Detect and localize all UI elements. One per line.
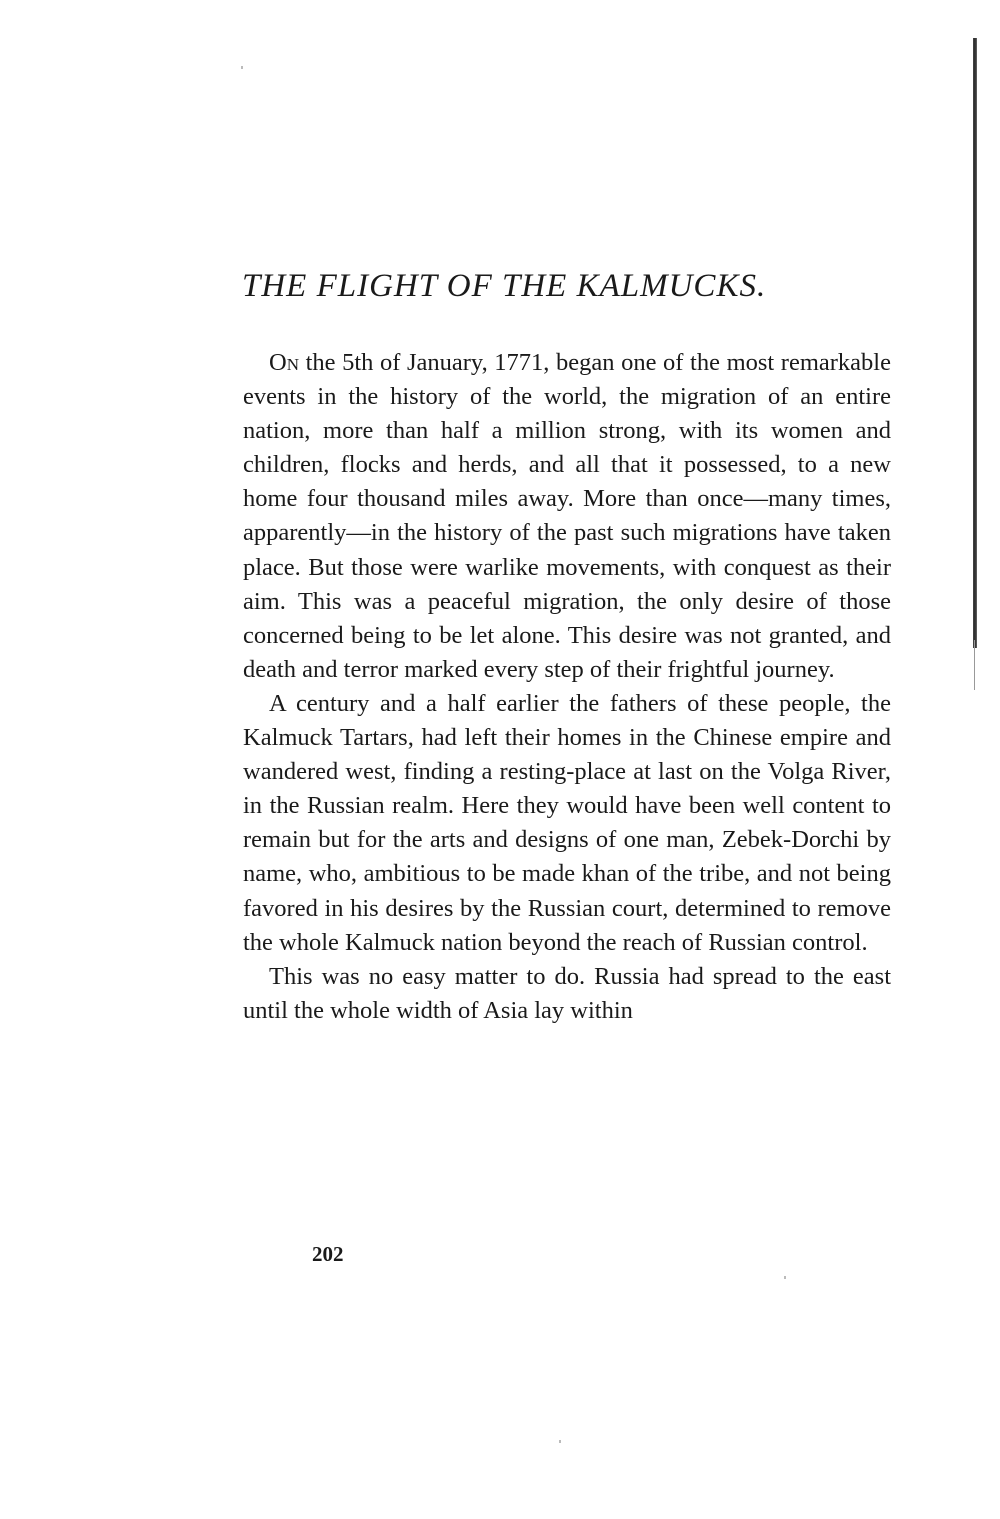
body-text	[243, 346, 891, 1028]
paragraph-1-text: the 5th of January, 1771, began one of the most remarkable events in the history of the world, the migration of an entire nation, more than half a million strong, with its women and children, flocks and herds, and all that it possessed, to a new home four thousand miles away. More than once—many times, apparently—in the history of the past such migrations have taken place. But those were warlike movements, with conquest as their aim. This was a peaceful migration, the only desire of those concerned being to be let alone. This desire was not granted, and death and terror marked every step of their frightful journey.	[243, 349, 891, 683]
opening-word: On	[269, 349, 299, 376]
paper-speck	[784, 1276, 786, 1279]
paragraph-3: This was no easy matter to do. Russia had spread to the east until the whole width of Asia lay within	[243, 962, 891, 1024]
page-number: 202	[312, 1242, 344, 1266]
binding-shadow-tail	[974, 640, 975, 690]
paper-speck	[559, 1440, 561, 1443]
paper-speck	[241, 66, 243, 69]
paragraph-1	[243, 346, 891, 687]
paragraph-2: A century and a half earlier the fathers of these people, the Kalmuck Tartars, had left their homes in the Chinese empire and wandered west, finding a resting-place at last on the Volga River, in the Russian realm. Here they would have been well content to remain but for the arts and designs of one man, Zebek-Dorchi by name, who, ambitious to be made khan of the tribe, and not being favored in his desires by the Russian court, determined to remove the whole Kalmuck nation beyond the reach of Russian control.	[243, 689, 891, 956]
binding-shadow	[973, 38, 977, 648]
chapter-title: THE FLIGHT OF THE KALMUCKS.	[242, 268, 767, 304]
